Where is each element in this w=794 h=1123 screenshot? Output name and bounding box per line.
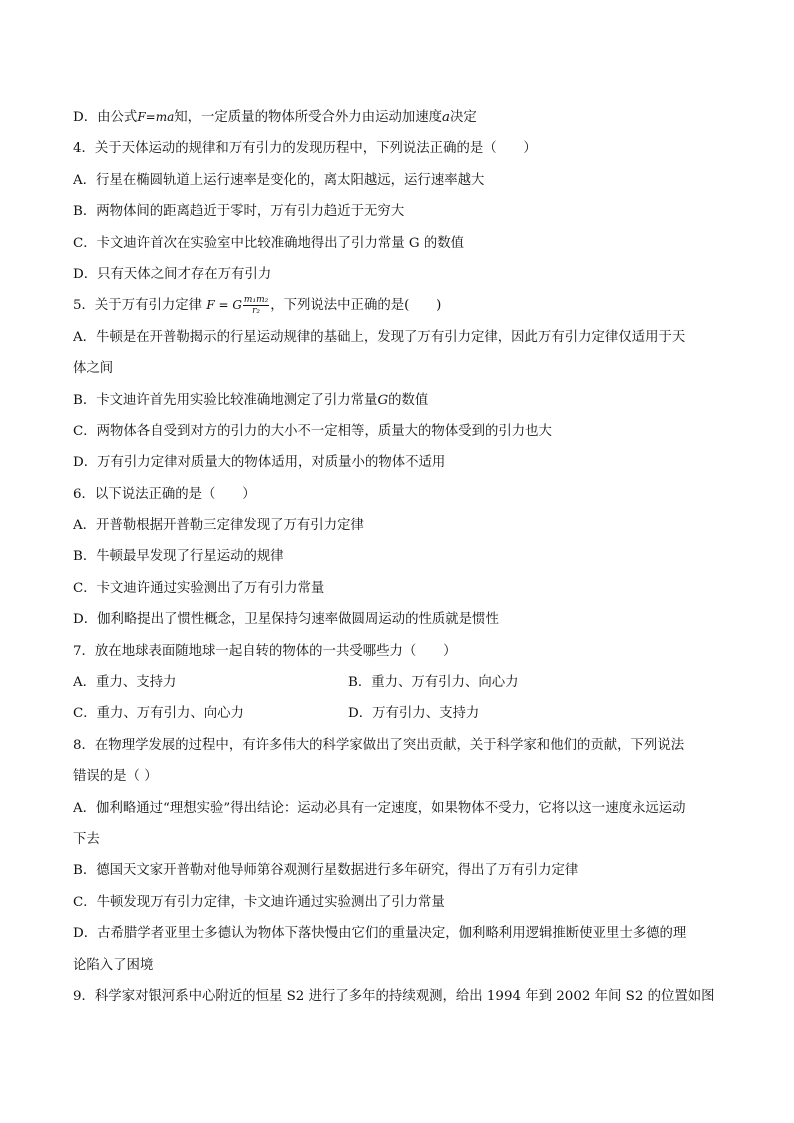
q8-option-a-line1: A．伽利略通过“理想实验”得出结论：运动必具有一定速度，如果物体不受力，它将以这一速度永远运动 — [73, 800, 686, 816]
text: 5．关于万有引力定律 — [73, 298, 203, 314]
q8-option-c: C．牛顿发现万有引力定律，卡文迪许通过实验测出了引力常量 — [73, 894, 445, 910]
text: 决定 — [450, 110, 477, 125]
formula-lhs: F = G — [206, 298, 242, 313]
q8-option-b: B．德国天文家开普勒对他导师第谷观测行星数据进行多年研究，得出了万有引力定律 — [73, 863, 579, 879]
q5-option-a-line1: A．牛顿是在开普勒揭示的行星运动规律的基础上，发现了万有引力定律，因此万有引力定律仅适用于天 — [73, 329, 686, 345]
q7-stem: 7．放在地球表面随地球一起自转的物体的一共受哪些力（ ） — [73, 643, 457, 659]
q4-option-d: D．只有天体之间才存在万有引力 — [73, 266, 272, 282]
q7-options-row2 — [73, 698, 723, 729]
q3-option-d — [73, 102, 723, 133]
q8-stem-line2: 错误的是（ ） — [73, 769, 158, 785]
q5-option-a-line2: 体之间 — [73, 361, 114, 377]
q4-stem: 4．关于天体运动的规律和万有引力的发现历程中，下列说法正确的是（ ） — [73, 141, 537, 157]
q8-option-d-line1: D．古希腊学者亚里士多德认为物体下落快慢由它们的重量决定，伽利略利用逻辑推断使亚里士多德的理 — [73, 926, 687, 942]
q8-stem-line1: 8．在物理学发展的过程中，有许多伟大的科学家做出了突出贡献，关于科学家和他们的贡献，下列说法 — [73, 737, 685, 753]
text: D．由公式 — [73, 110, 138, 125]
q7-option-b: B．重力、万有引力、向心力 — [348, 675, 519, 691]
q5-option-c: C．两物体各自受到对方的引力的大小不一定相等，质量大的物体受到的引力也大 — [73, 423, 552, 439]
q8-option-a-line2: 下去 — [73, 831, 100, 847]
variable-g: G — [377, 392, 389, 408]
q6-option-d: D．伽利略提出了惯性概念，卫星保持匀速率做圆周运动的性质就是惯性 — [73, 612, 499, 628]
q6-stem: 6．以下说法正确的是（ ） — [73, 486, 256, 502]
text: 的数值 — [388, 392, 429, 408]
q4-option-c: C．卡文迪许首次在实验室中比较准确地得出了引力常量 G 的数值 — [73, 235, 465, 251]
q7-option-a: A．重力、支持力 — [73, 675, 177, 691]
variable-a: a — [442, 110, 451, 125]
q6-option-c: C．卡文迪许通过实验测出了万有引力常量 — [73, 580, 325, 596]
formula-fraction — [243, 295, 269, 316]
q7-option-c: C．重力、万有引力、向心力 — [73, 706, 244, 722]
text: 知，一定质量的物体所受合外力由运动加速度 — [174, 110, 443, 125]
q4-option-a: A．行星在椭圆轨道上运行速率是变化的，离太阳越远，运行速率越大 — [73, 172, 485, 188]
text: B．卡文迪许首先用实验比较准确地测定了引力常量 — [73, 392, 378, 408]
fraction-numerator: m₁m₂ — [243, 295, 269, 306]
q4-option-b: B．两物体间的距离趋近于零时，万有引力趋近于无穷大 — [73, 204, 405, 220]
q7-option-d: D．万有引力、支持力 — [348, 706, 480, 722]
q8-option-d-line2: 论陷入了困境 — [73, 957, 154, 973]
q7-options-row1 — [73, 667, 723, 698]
q5-option-b — [73, 385, 723, 416]
q5-option-d: D．万有引力定律对质量大的物体适用，对质量小的物体不适用 — [73, 455, 446, 471]
q9-stem: 9．科学家对银河系中心附近的恒星 S2 进行了多年的持续观测，给出 1994 年到 2002 年间 S2 的位置如图 — [73, 988, 715, 1004]
q5-stem — [73, 290, 723, 321]
formula-fma: F=ma — [137, 110, 175, 124]
q6-option-a: A．开普勒根据开普勒三定律发现了万有引力定律 — [73, 518, 364, 534]
q6-option-b: B．牛顿最早发现了行星运动的规律 — [73, 549, 284, 565]
fraction-denominator: r₂ — [252, 306, 261, 317]
question-content — [73, 102, 723, 1012]
text: ，下列说法中正确的是( ) — [270, 298, 442, 314]
